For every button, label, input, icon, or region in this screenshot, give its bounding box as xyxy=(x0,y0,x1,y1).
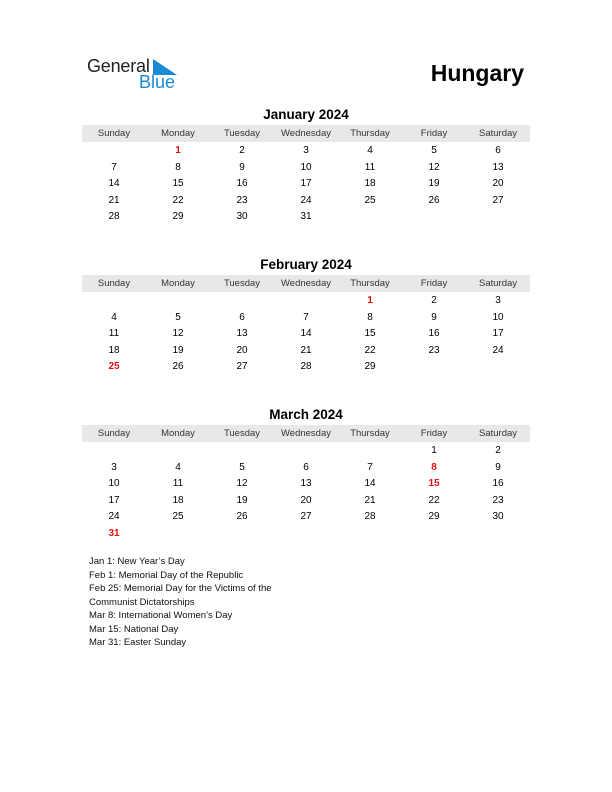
day-cell: 16 xyxy=(236,178,248,190)
weekday-label: Tuesday xyxy=(223,128,261,139)
day-cell: 23 xyxy=(236,194,248,206)
weekday-label: Saturday xyxy=(478,278,518,289)
brand-logo xyxy=(87,56,187,92)
day-cell: 27 xyxy=(492,194,504,206)
day-cell: 7 xyxy=(111,161,117,173)
day-cell: 3 xyxy=(495,295,501,306)
weekday-label: Friday xyxy=(420,128,448,139)
day-cell: 8 xyxy=(367,311,373,323)
day-cell: 8 xyxy=(175,161,181,173)
day-cell: 18 xyxy=(108,344,120,356)
day-grid xyxy=(82,143,530,226)
country-title: Hungary xyxy=(430,60,524,86)
day-cell: 16 xyxy=(428,328,440,340)
empty-day-cell xyxy=(146,293,210,310)
weekday-header xyxy=(82,425,530,442)
day-cell: 3 xyxy=(303,145,309,156)
month-title: March 2024 xyxy=(269,407,343,422)
day-cell: 13 xyxy=(492,161,504,173)
day-cell: 10 xyxy=(492,311,504,323)
day-grid xyxy=(82,443,530,543)
day-cell: 18 xyxy=(364,178,376,190)
day-grid xyxy=(82,293,530,376)
holiday-day-cell: 1 xyxy=(367,295,373,306)
day-cell: 17 xyxy=(108,494,120,506)
day-cell: 12 xyxy=(172,328,184,340)
day-cell: 14 xyxy=(300,328,312,340)
day-cell: 27 xyxy=(300,511,312,523)
weekday-header xyxy=(82,125,530,142)
brand-name-blue: Blue xyxy=(139,72,176,92)
day-cell: 14 xyxy=(108,178,120,190)
day-cell: 29 xyxy=(428,511,440,523)
month-title: February 2024 xyxy=(260,257,352,272)
weekday-label: Thursday xyxy=(350,278,390,289)
holiday-note: Mar 8: International Women’s Day xyxy=(89,610,233,621)
day-cell: 29 xyxy=(172,211,184,223)
empty-day-cell xyxy=(274,293,338,310)
weekday-label: Monday xyxy=(161,428,195,439)
day-cell: 16 xyxy=(492,478,504,490)
holiday-notes xyxy=(89,555,319,650)
empty-day-cell xyxy=(274,443,338,460)
day-cell: 13 xyxy=(236,328,248,340)
day-cell: 31 xyxy=(300,211,312,223)
weekday-label: Sunday xyxy=(97,128,131,139)
weekday-label: Friday xyxy=(420,428,448,439)
day-cell: 5 xyxy=(239,461,245,473)
day-cell: 5 xyxy=(431,145,437,156)
day-cell: 21 xyxy=(108,194,120,206)
day-cell: 4 xyxy=(175,461,181,473)
day-cell: 2 xyxy=(239,145,245,156)
holiday-day-cell: 25 xyxy=(108,361,120,373)
day-cell: 20 xyxy=(236,344,248,356)
day-cell: 14 xyxy=(364,478,376,490)
day-cell: 5 xyxy=(175,311,181,323)
day-cell: 23 xyxy=(428,344,440,356)
day-cell: 24 xyxy=(108,511,120,523)
weekday-label: Friday xyxy=(420,278,448,289)
day-cell: 27 xyxy=(236,361,248,373)
empty-day-cell xyxy=(146,443,210,460)
day-cell: 3 xyxy=(111,461,117,473)
day-cell: 25 xyxy=(364,194,376,206)
weekday-label: Monday xyxy=(161,128,195,139)
day-cell: 19 xyxy=(428,178,440,190)
holiday-day-cell: 8 xyxy=(431,461,437,473)
holiday-note: Jan 1: New Year’s Day xyxy=(89,556,185,567)
day-cell: 4 xyxy=(111,311,117,323)
day-cell: 12 xyxy=(236,478,248,490)
empty-day-cell xyxy=(82,443,146,460)
holiday-note: Feb 25: Memorial Day for the Victims of the xyxy=(89,583,272,594)
weekday-header xyxy=(82,275,530,292)
holiday-day-cell: 1 xyxy=(175,145,181,156)
weekday-label: Wednesday xyxy=(281,278,331,289)
day-cell: 13 xyxy=(300,478,312,490)
holiday-day-cell: 31 xyxy=(108,527,120,539)
day-cell: 11 xyxy=(364,161,376,173)
day-cell: 28 xyxy=(300,361,312,373)
day-cell: 4 xyxy=(367,145,373,156)
day-cell: 10 xyxy=(108,478,120,490)
day-cell: 25 xyxy=(172,511,184,523)
day-cell: 9 xyxy=(495,461,501,473)
weekday-label: Wednesday xyxy=(281,128,331,139)
weekday-label: Thursday xyxy=(350,428,390,439)
day-cell: 26 xyxy=(236,511,248,523)
holiday-note: Communist Dictatorships xyxy=(89,596,195,608)
holiday-note: Mar 15: National Day xyxy=(89,623,179,635)
day-cell: 9 xyxy=(431,311,437,323)
day-cell: 30 xyxy=(236,211,248,223)
holiday-day-cell: 15 xyxy=(428,478,440,490)
empty-day-cell xyxy=(338,443,402,460)
empty-day-cell xyxy=(210,443,274,460)
day-cell: 23 xyxy=(492,494,504,506)
day-cell: 21 xyxy=(300,344,312,356)
empty-day-cell xyxy=(210,293,274,310)
weekday-label: Tuesday xyxy=(223,428,261,439)
weekday-label: Saturday xyxy=(478,428,518,439)
day-cell: 15 xyxy=(364,328,376,340)
holiday-note: Feb 1: Memorial Day of the Republic xyxy=(89,569,244,581)
day-cell: 28 xyxy=(364,511,376,523)
day-cell: 26 xyxy=(172,361,184,373)
day-cell: 19 xyxy=(236,494,248,506)
weekday-label: Sunday xyxy=(97,278,131,289)
day-cell: 19 xyxy=(172,344,184,356)
day-cell: 24 xyxy=(492,344,504,356)
day-cell: 18 xyxy=(172,494,184,506)
day-cell: 17 xyxy=(300,178,312,190)
day-cell: 6 xyxy=(303,461,309,473)
weekday-label: Monday xyxy=(161,278,195,289)
day-cell: 22 xyxy=(428,494,440,506)
day-cell: 20 xyxy=(492,178,504,190)
month-title: January 2024 xyxy=(263,107,349,122)
day-cell: 24 xyxy=(300,194,312,206)
weekday-label: Tuesday xyxy=(223,278,261,289)
day-cell: 7 xyxy=(367,461,373,473)
brand-name-general: General xyxy=(87,56,150,76)
day-cell: 11 xyxy=(108,328,120,340)
day-cell: 21 xyxy=(364,494,376,506)
empty-day-cell xyxy=(82,293,146,310)
day-cell: 10 xyxy=(300,161,312,173)
day-cell: 30 xyxy=(492,511,504,523)
day-cell: 15 xyxy=(172,178,184,190)
weekday-label: Wednesday xyxy=(281,428,331,439)
day-cell: 11 xyxy=(172,478,184,490)
weekday-label: Sunday xyxy=(97,428,131,439)
day-cell: 1 xyxy=(431,445,437,456)
day-cell: 28 xyxy=(108,211,120,223)
day-cell: 6 xyxy=(239,311,245,323)
month-march xyxy=(82,406,530,543)
day-cell: 12 xyxy=(428,161,440,173)
day-cell: 29 xyxy=(364,361,376,373)
holiday-note: Mar 31: Easter Sunday xyxy=(89,637,187,648)
month-january xyxy=(82,106,530,226)
day-cell: 2 xyxy=(431,295,437,306)
day-cell: 20 xyxy=(300,494,312,506)
weekday-label: Saturday xyxy=(478,128,518,139)
day-cell: 6 xyxy=(495,145,501,156)
day-cell: 17 xyxy=(492,328,504,340)
empty-day-cell xyxy=(82,143,146,160)
day-cell: 2 xyxy=(495,445,501,456)
weekday-label: Thursday xyxy=(350,128,390,139)
day-cell: 26 xyxy=(428,194,440,206)
day-cell: 9 xyxy=(239,161,245,173)
day-cell: 22 xyxy=(172,194,184,206)
day-cell: 7 xyxy=(303,311,309,323)
day-cell: 22 xyxy=(364,344,376,356)
month-february xyxy=(82,256,530,376)
